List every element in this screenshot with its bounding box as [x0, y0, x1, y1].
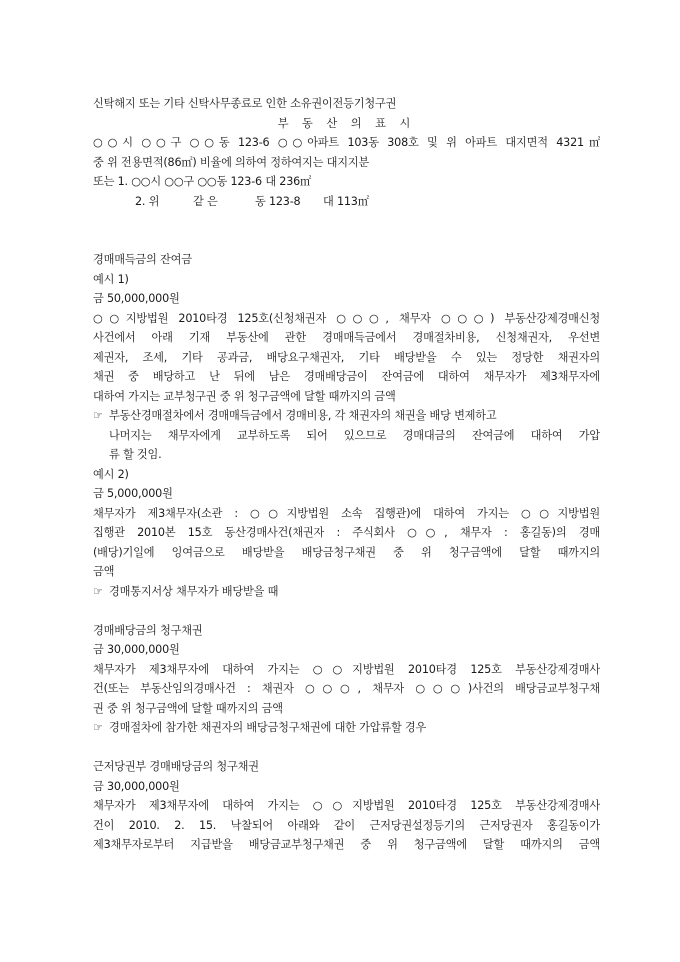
property-line-4-area: 대 113㎡ — [323, 194, 369, 208]
dividend-claim-line: 권 중 위 청구금액에 달할 때까지의 금액 — [93, 701, 283, 715]
example-1-note-line: 부동산경매절차에서 경매매득금에서 경매비용, 각 채권자의 채권을 배당 변제하고 — [109, 409, 497, 422]
example-1-note — [93, 406, 600, 426]
property-line-4-dong: 동 123-8 — [255, 194, 301, 208]
document-page — [93, 94, 600, 855]
section-title-remaining-proceeds: 경매매득금의 잔여금 — [93, 253, 192, 266]
mortgage-dividend-line: 제3채무자로부터 지급받을 배당금교부청구채권 중 위 청구금액에 달할 때까지의 금액 — [93, 838, 600, 851]
property-line-3: 또는 1. ○○시 ○○구 ○○동 123-6 대 236㎡ — [93, 175, 312, 188]
example-2-line: 금액 — [93, 565, 115, 578]
dividend-claim-note-text: 경매절차에 참가한 채권자의 배당금청구채권에 대한 가압류할 경우 — [109, 721, 427, 734]
dividend-claim-amount: 금 30,000,000원 — [93, 643, 180, 656]
pointing-hand-icon: ☞ — [93, 409, 103, 422]
example-2-line: 집행관 2010본 15호 동산경매사건(채권자 : 주식회사 ○○, 채무자 : 홍길동)의 경매 — [93, 526, 600, 539]
dividend-claim-line: 채무자가 제3채무자에 대하여 가지는 ○○지방법원 2010타경 125호 부동산강제경매사 — [93, 662, 600, 676]
example-1-line: ○○지방법원 2010타경 125호(신청채권자 ○○○, 채무자 ○○○) 부동산강제경매신청 — [93, 311, 600, 325]
example-1-line: 사건에서 아래 기재 부동산에 관한 경매매득금에서 경매절차비용, 신청채권자, 우선변 — [93, 331, 600, 344]
property-line-4 — [93, 192, 600, 212]
section-title-dividend-claim: 경매배당금의 청구채권 — [93, 623, 203, 637]
mortgage-dividend-line: 채무자가 제3채무자에 대하여 가지는 ○○지방법원 2010타경 125호 부동산강제경매사 — [93, 799, 600, 812]
trust-claim-title: 신탁해지 또는 기타 신탁사무종료로 인한 소유권이전등기청구권 — [93, 97, 397, 110]
property-line-4-number: 2. 위 — [135, 194, 160, 208]
example-1-line: 제권자, 조세, 기타 공과금, 배당요구채권자, 기타 배당받을 수 있는 정당한 채권자의 — [93, 350, 600, 364]
dividend-claim-note — [93, 718, 600, 738]
property-line-2: 중 위 전용면적(86㎡) 비율에 의하여 정하여지는 대지지분 — [93, 155, 370, 169]
example-2-line: (배당)기일에 잉여금으로 배당받을 배당금청구채권 중 위 청구금액에 달할 때까지의 — [93, 545, 600, 559]
example-1-note-line: 류 할 것임. — [109, 448, 162, 461]
example-1-line: 채권 중 배당하고 난 뒤에 남은 경매배당금이 잔여금에 대하여 채무자가 제3채무자에 — [93, 370, 600, 383]
example-2-label: 예시 2) — [93, 467, 129, 481]
dividend-claim-line: 건(또는 부동산임의경매사건 : 채권자 ○○○, 채무자 ○○○)사건의 배당금교부청구채 — [93, 682, 600, 695]
example-1-note-line: 나머지는 채무자에게 교부하도록 되어 있으므로 경매대금의 잔여금에 대하여 가압 — [109, 428, 600, 442]
example-1-line: 대하여 가지는 교부청구권 중 위 청구금액에 달할 때까지의 금액 — [93, 389, 396, 403]
property-line-1: ○○시 ○○구 ○○동 123-6 ○○아파트 103동 308호 및 위 아파트 대지면적 4321㎡ — [93, 136, 600, 149]
property-line-4-same: 같 은 — [193, 194, 218, 208]
example-2-amount: 금 5,000,000원 — [93, 487, 173, 500]
example-2-note — [93, 582, 600, 602]
example-2-line: 채무자가 제3채무자(소관 : ○○지방법원 소속 집행관)에 대하여 가지는 ○○지방법원 — [93, 506, 600, 520]
pointing-hand-icon: ☞ — [93, 721, 103, 734]
mortgage-dividend-line: 건이 2010. 2. 15. 낙찰되어 아래와 같이 근저당권설정등기의 근저당권자 홍길동이가 — [93, 818, 600, 832]
mortgage-dividend-amount: 금 30,000,000원 — [93, 779, 180, 793]
section-title-mortgage-dividend-claim: 근저당권부 경매배당금의 청구채권 — [93, 760, 259, 773]
property-heading: 부 동 산 의 표 시 — [277, 116, 416, 130]
example-1-amount: 금 50,000,000원 — [93, 292, 180, 305]
example-2-note-text: 경매통지서상 채무자가 배당받을 때 — [109, 584, 279, 598]
example-1-label: 예시 1) — [93, 272, 129, 286]
pointing-hand-icon: ☞ — [93, 584, 103, 598]
